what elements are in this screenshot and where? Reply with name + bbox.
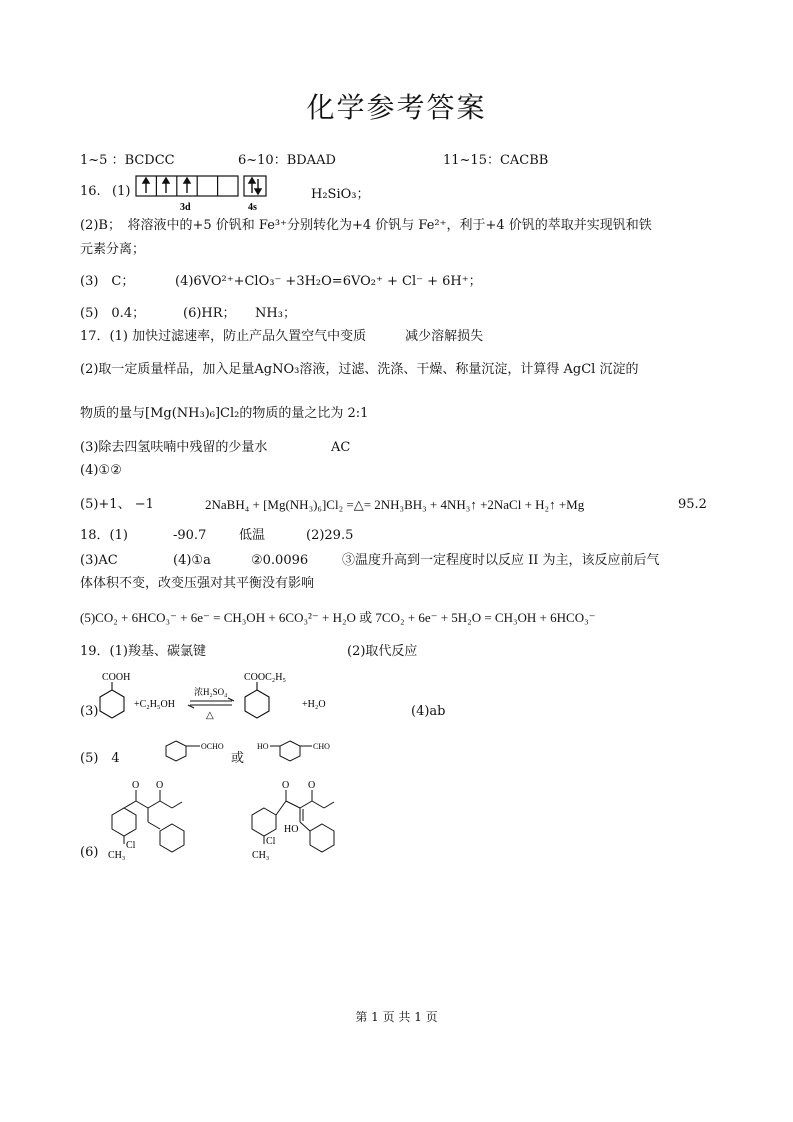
page-title: 化学参考答案 bbox=[306, 91, 487, 124]
ester-label: COOC₂H₅ bbox=[244, 672, 286, 683]
structure-2-ho: HO bbox=[284, 824, 299, 835]
structure-1-ester-o: O bbox=[156, 780, 164, 791]
q16-part6: (6)HR； NH₃； bbox=[183, 306, 296, 321]
benzene-ring-1 bbox=[100, 690, 124, 718]
q17-part5-valence: (5)+1、 −1 bbox=[80, 497, 154, 512]
cho-label: CHO bbox=[313, 742, 330, 751]
benzene-ring-2 bbox=[245, 690, 269, 718]
q18-part5-equation: (5)CO₂ + 6HCO₃⁻ + 6e⁻ = CH₃OH + 6CO₃²⁻ + H₂O 或 7CO₂ + 6e⁻ + 5H₂O = CH₃OH + 6HCO₃⁻ bbox=[80, 610, 596, 625]
structure-2-ester-o: O bbox=[308, 780, 316, 791]
q16-number: 16. bbox=[80, 184, 101, 199]
q16-part1-label: (1) bbox=[112, 184, 131, 199]
q18-part3: (3)AC bbox=[80, 553, 118, 568]
structure-1-ring-b bbox=[160, 824, 184, 852]
orbital-diagram bbox=[134, 174, 274, 214]
structure-2-ring-a bbox=[252, 808, 276, 836]
product-structures bbox=[100, 772, 360, 864]
structure-2-cl: Cl bbox=[266, 836, 276, 847]
q18-part4-b: ②0.0096 bbox=[251, 553, 309, 568]
q18-part4-a: (4)①a bbox=[173, 553, 211, 568]
mc-answers-6-10: 6~10：BDAAD bbox=[238, 153, 336, 168]
q17-part5-yield: 95.2 bbox=[678, 497, 707, 512]
q18-part2: (2)29.5 bbox=[306, 528, 354, 543]
q18-part1-condition: 低温 bbox=[239, 528, 266, 543]
ocho-label: OCHO bbox=[201, 742, 224, 751]
structure-2-ch3: CH₃ bbox=[252, 850, 270, 861]
q19-part1: 19．(1)羧基、碳氯键 bbox=[80, 644, 206, 659]
structure-1-ring-a bbox=[112, 808, 136, 836]
q16-part3: (3) C； bbox=[80, 274, 135, 289]
q17-line3: 物质的量与[Mg(NH₃)₆]Cl₂的物质的量之比为 2:1 bbox=[80, 406, 369, 421]
q17-part3: (3)除去四氢呋喃中残留的少量水 bbox=[80, 440, 268, 455]
q18-part1-label: 18．(1) bbox=[80, 528, 128, 543]
ho-label: HO bbox=[257, 742, 269, 751]
q18-part4-c: ③温度升高到一定程度时以反应 II 为主，该反应前后气 bbox=[342, 553, 660, 568]
isomer-1-ring bbox=[166, 741, 186, 761]
structure-1-ketone-o: O bbox=[132, 780, 140, 791]
mc-answers-11-15: 11~15：CACBB bbox=[443, 153, 549, 168]
q16-part5: (5) 0.4； bbox=[80, 306, 146, 321]
heat-label: △ bbox=[206, 710, 214, 721]
structure-2-ring-b bbox=[310, 824, 334, 852]
electron-arrows bbox=[143, 178, 261, 194]
or-connector: 或 bbox=[231, 751, 245, 766]
page-footer: 第 1 页 共 1 页 bbox=[355, 1010, 438, 1024]
q16-part2-line2: 元素分离； bbox=[80, 242, 146, 257]
orbital-3d-label: 3d bbox=[180, 202, 191, 213]
q17-line2: (2)取一定质量样品，加入足量AgNO₃溶液，过滤、洗涤、干燥、称量沉淀，计算得 AgCl 沉淀的 bbox=[80, 362, 639, 377]
catalyst-label: 浓H₂SO₄ bbox=[194, 687, 228, 697]
isomer-2-ring bbox=[280, 741, 300, 761]
q19-part4: (4)ab bbox=[411, 704, 446, 719]
water-product: +H₂O bbox=[302, 699, 326, 710]
q16-part4: (4)6VO²⁺+ClO₃⁻ +3H₂O=6VO₂⁺ + Cl⁻ + 6H⁺； bbox=[175, 274, 482, 289]
q18-part4-c-cont: 体体积不变，改变压强对其平衡没有影响 bbox=[80, 576, 315, 591]
q18-part1-value: -90.7 bbox=[173, 528, 207, 543]
q19-part3-label: (3) bbox=[80, 704, 99, 719]
q17-part3-answer: AC bbox=[331, 440, 351, 455]
q19-part6-label: (6) bbox=[80, 845, 99, 860]
cooh-label: COOH bbox=[102, 672, 131, 683]
structure-2-ketone-o: O bbox=[282, 780, 290, 791]
q17-part4: (4)①② bbox=[80, 463, 122, 478]
structure-1-ch3: CH₃ bbox=[108, 850, 126, 861]
q16-part1-answer: H₂SiO₃； bbox=[311, 187, 370, 202]
q19-part2: (2)取代反应 bbox=[347, 644, 418, 659]
q17-line1: 17．(1) 加快过滤速率，防止产品久置空气中变质 减少溶解损失 bbox=[80, 329, 484, 344]
q17-part5-equation: 2NaBH₄ + [Mg(NH₃)₆]Cl₂ =△= 2NH₃BH₃ + 4NH₃↑ +2NaCl + H₂↑ +Mg bbox=[205, 497, 585, 512]
q16-part2-line1: (2)B； 将溶液中的+5 价钒和 Fe³⁺分别转化为+4 价钒与 Fe²⁺，利于+4 价钒的萃取并实现钒和铁 bbox=[80, 218, 652, 233]
structure-1-cl: Cl bbox=[126, 840, 136, 851]
esterification-scheme bbox=[92, 668, 342, 728]
isomer-structures bbox=[160, 733, 350, 771]
ethanol-reagent: +C₂H₅OH bbox=[134, 699, 175, 710]
orbital-4s-label: 4s bbox=[248, 202, 257, 213]
q19-part5-label: (5) 4 bbox=[80, 751, 120, 766]
mc-answers-1-5: 1~5 ：BCDCC bbox=[80, 153, 175, 168]
